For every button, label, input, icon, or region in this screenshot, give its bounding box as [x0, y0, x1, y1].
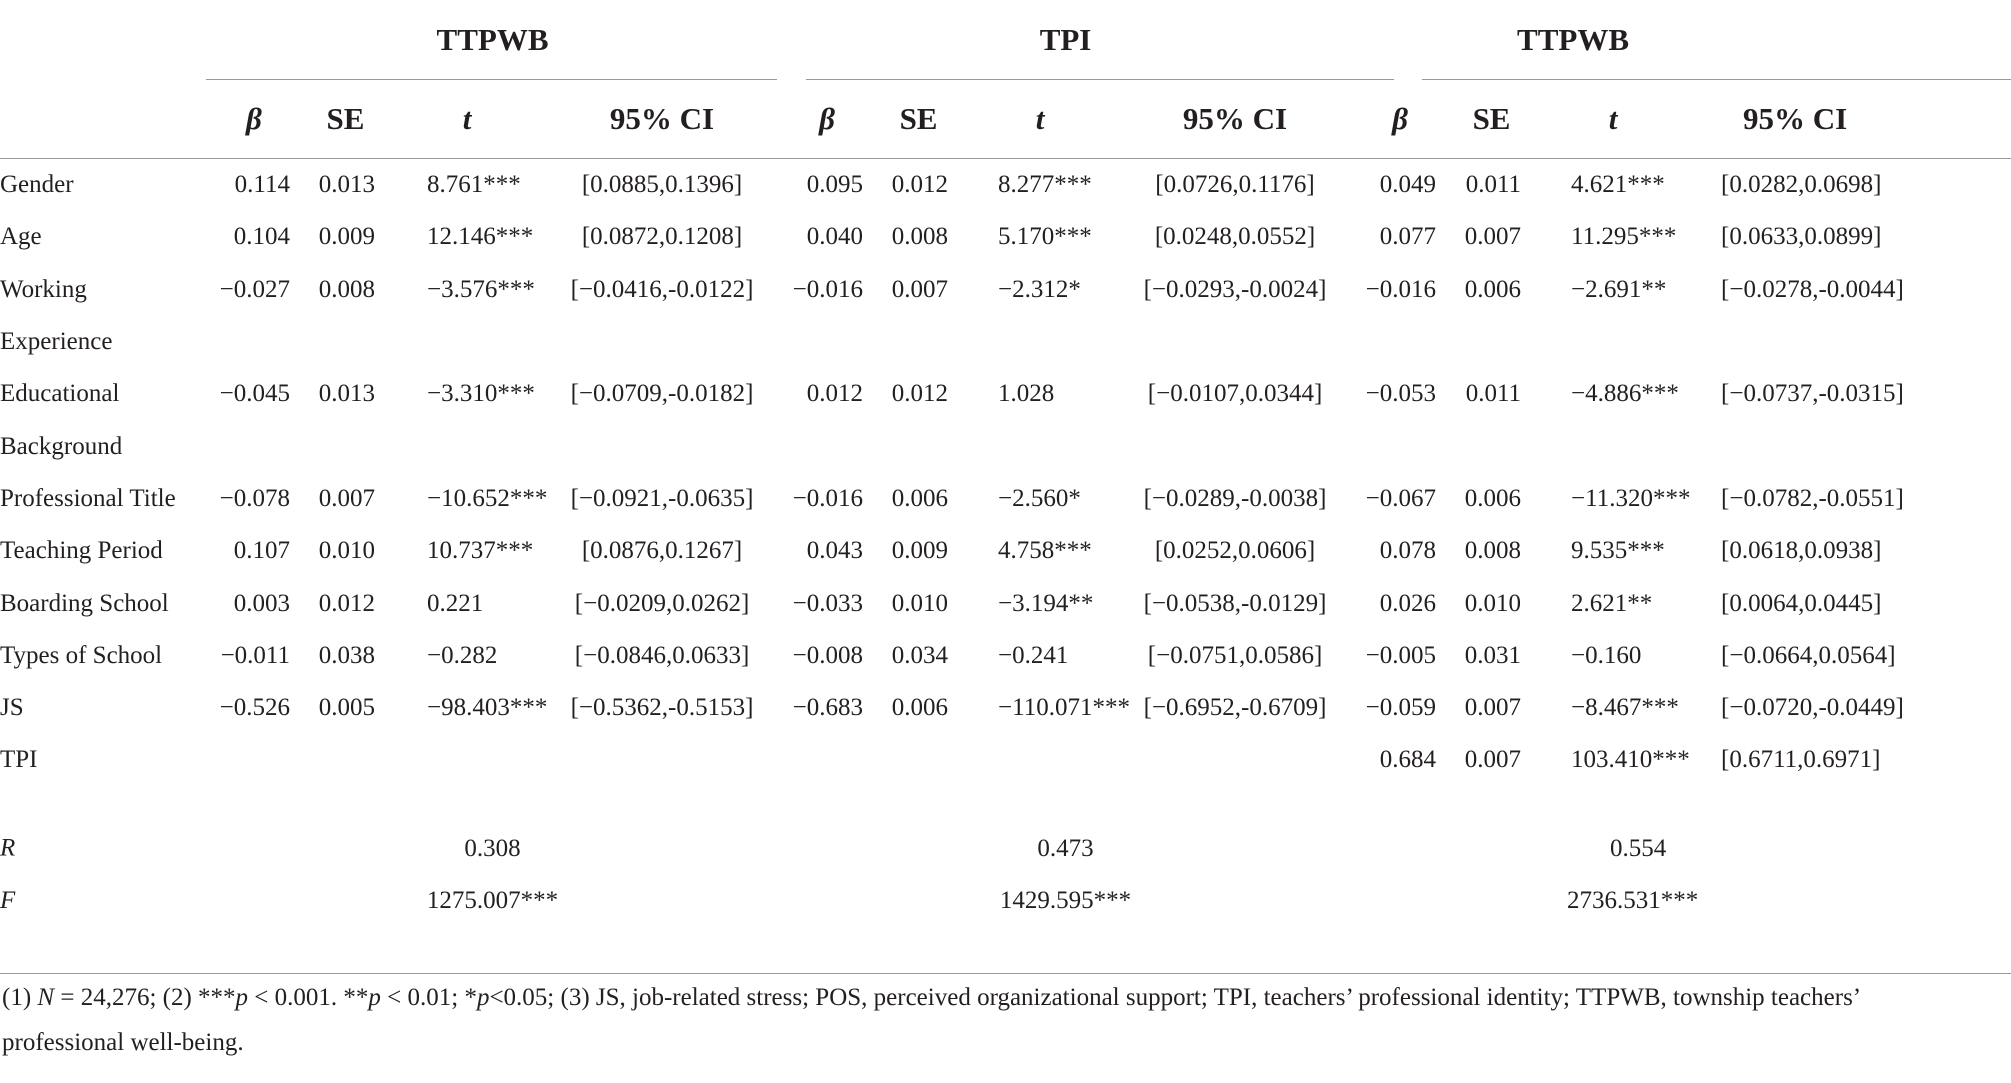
ci-cell: [−0.0720,-0.0449]	[1721, 694, 1904, 722]
se-cell: 0.007	[1464, 223, 1522, 251]
table-row	[0, 577, 2011, 629]
group-rule-1	[206, 79, 777, 80]
t-cell: −0.241	[998, 641, 1069, 669]
ci-cell: [−0.0278,-0.0044]	[1721, 275, 1904, 303]
ci-cell: [−0.0538,-0.0129]	[1143, 589, 1327, 617]
t-cell: 9.535***	[1571, 537, 1665, 565]
ci-cell: [0.0282,0.0698]	[1721, 171, 1882, 199]
row-label: Gender	[0, 171, 74, 199]
t-cell: −0.282	[427, 641, 498, 669]
t-cell	[962, 734, 1118, 786]
row-label-continuation: Experience	[0, 328, 113, 356]
f-statistic-row-value: 2736.531***	[1567, 886, 1699, 914]
beta-cell: 0.077	[1379, 223, 1437, 251]
row-label: Age	[0, 223, 42, 251]
r-squared-row-value: 0.473	[1037, 834, 1094, 862]
t-cell: −3.194**	[998, 589, 1094, 617]
empty-cell	[206, 420, 2011, 472]
beta-cell: 0.012	[806, 380, 864, 408]
t-cell: −3.576***	[427, 275, 535, 303]
ci-cell: [0.0248,0.0552]	[1154, 223, 1316, 251]
se-cell: 0.006	[891, 694, 949, 722]
row-label: Professional Title	[0, 484, 176, 512]
se-cell: 0.008	[1464, 537, 1522, 565]
subheader-row	[0, 80, 2011, 159]
beta-cell: 0.078	[1379, 537, 1437, 565]
se-cell: 0.010	[891, 589, 949, 617]
beta-header: β	[779, 80, 875, 159]
t-cell: 10.737***	[427, 537, 534, 565]
se-cell: 0.012	[318, 589, 375, 617]
t-cell: −2.312*	[998, 275, 1081, 303]
beta-cell: −0.683	[792, 694, 864, 722]
beta-cell: 0.104	[233, 223, 290, 251]
t-cell: 8.277***	[998, 171, 1092, 199]
se-cell: 0.008	[318, 275, 375, 303]
t-header: t	[962, 80, 1118, 159]
table-row	[0, 211, 2011, 263]
se-cell	[875, 734, 962, 786]
ci-cell: [−0.0209,0.0262]	[574, 589, 750, 617]
se-cell: 0.005	[318, 694, 375, 722]
beta-cell: 0.095	[806, 171, 864, 199]
t-header: t	[389, 80, 545, 159]
t-cell: 103.410***	[1571, 746, 1690, 774]
empty-cell	[206, 316, 2011, 368]
group-rule-2	[806, 79, 1394, 80]
se-cell: 0.007	[318, 484, 375, 512]
group-header-1: TTPWB	[436, 22, 549, 57]
beta-cell: 0.003	[233, 589, 290, 617]
ci-cell: [−0.0416,-0.0122]	[570, 275, 754, 303]
beta-cell: 0.049	[1379, 171, 1437, 199]
beta-cell: −0.526	[219, 694, 290, 722]
t-cell: 4.758***	[998, 537, 1092, 565]
table-row	[0, 264, 2011, 316]
ci-cell	[545, 734, 779, 786]
table-row	[0, 525, 2011, 577]
se-cell: 0.031	[1464, 641, 1522, 669]
se-cell: 0.010	[318, 537, 375, 565]
ci-cell: [−0.0751,0.0586]	[1147, 641, 1323, 669]
row-label: Boarding School	[0, 589, 169, 617]
r-squared-row-label: R	[0, 834, 16, 862]
ci-cell: [−0.5362,-0.5153]	[570, 694, 754, 722]
beta-cell: 0.107	[233, 537, 290, 565]
table-row-continuation	[0, 420, 2011, 472]
se-cell: 0.006	[891, 484, 949, 512]
spacer-row	[0, 787, 2011, 823]
t-cell: 2.621**	[1571, 589, 1653, 617]
beta-header: β	[1352, 80, 1448, 159]
table-row	[0, 682, 2011, 734]
t-cell: 12.146***	[427, 223, 534, 251]
t-cell: 11.295***	[1571, 223, 1677, 251]
table-row-continuation	[0, 316, 2011, 368]
beta-cell: −0.053	[1365, 380, 1437, 408]
ci-cell: [0.0876,0.1267]	[581, 537, 743, 565]
ci-cell: [−0.6952,-0.6709]	[1143, 694, 1327, 722]
table-row	[0, 630, 2011, 682]
table-row	[0, 159, 2011, 212]
beta-cell: −0.027	[219, 275, 290, 303]
beta-cell: 0.043	[806, 537, 864, 565]
t-cell: −110.071***	[998, 694, 1130, 722]
table-row	[0, 473, 2011, 525]
se-cell: 0.034	[891, 641, 949, 669]
f-statistic-row-value: 1429.595***	[999, 886, 1132, 914]
t-cell: −2.560*	[998, 484, 1081, 512]
beta-cell: −0.016	[792, 275, 864, 303]
table-body	[0, 159, 2011, 974]
beta-cell: −0.059	[1365, 694, 1437, 722]
se-cell: 0.013	[318, 380, 375, 408]
ci-cell	[1118, 734, 1352, 786]
ci-header: 95% CI	[545, 80, 779, 159]
r-squared-row	[0, 823, 2011, 875]
group-rule-3	[1422, 79, 2011, 80]
spacer-row	[0, 927, 2011, 974]
se-cell: 0.009	[318, 223, 375, 251]
ci-cell: [0.0872,0.1208]	[581, 223, 743, 251]
table-footnote: (1) N = 24,276; (2) ***p < 0.001. **p < 0.01; *p<0.05; (3) JS, job-related stress; POS, perceived organizational support; TPI, teachers’ professional identity; TTPWB, township teachers’ professional well-being.	[2, 984, 1862, 1056]
t-cell: −11.320***	[1571, 484, 1691, 512]
group-header-2: TPI	[1039, 22, 1092, 57]
ci-cell: [0.0064,0.0445]	[1721, 589, 1882, 617]
se-cell: 0.012	[891, 171, 949, 199]
ci-cell: [−0.0921,-0.0635]	[570, 484, 754, 512]
ci-header: 95% CI	[1691, 80, 2011, 159]
table-row	[0, 368, 2011, 420]
se-header: SE	[1448, 80, 1535, 159]
beta-cell: −0.033	[792, 589, 864, 617]
ci-cell: [0.0618,0.0938]	[1721, 537, 1882, 565]
ci-cell: [−0.0664,0.0564]	[1721, 641, 1896, 669]
t-cell: −2.691**	[1571, 275, 1667, 303]
t-cell: −4.886***	[1571, 380, 1679, 408]
f-statistic-row-label: F	[0, 886, 16, 914]
t-cell: 0.221	[427, 589, 484, 617]
row-label: Teaching Period	[0, 537, 163, 565]
beta-cell: −0.078	[219, 484, 290, 512]
t-cell: 4.621***	[1571, 171, 1665, 199]
se-cell: 0.038	[318, 641, 375, 669]
t-cell: 1.028	[998, 380, 1055, 408]
t-cell: −10.652***	[427, 484, 548, 512]
beta-cell: −0.016	[1365, 275, 1437, 303]
se-cell: 0.006	[1464, 484, 1522, 512]
row-label: Educational	[0, 380, 120, 408]
ci-cell: [−0.0846,0.0633]	[574, 641, 750, 669]
t-cell: −8.467***	[1571, 694, 1679, 722]
beta-cell	[206, 734, 302, 786]
ci-header: 95% CI	[1118, 80, 1352, 159]
se-cell: 0.007	[1464, 694, 1522, 722]
ci-cell: [0.0726,0.1176]	[1155, 171, 1315, 199]
beta-cell: −0.016	[792, 484, 864, 512]
ci-cell: [−0.0107,0.0344]	[1147, 380, 1323, 408]
se-cell: 0.008	[891, 223, 949, 251]
beta-header: β	[206, 80, 302, 159]
row-label-continuation: Background	[0, 432, 123, 460]
beta-cell: 0.684	[1379, 746, 1437, 774]
ci-cell: [−0.0737,-0.0315]	[1721, 380, 1904, 408]
ci-cell: [0.0633,0.0899]	[1721, 223, 1882, 251]
ci-cell: [−0.0782,-0.0551]	[1721, 484, 1904, 512]
ci-cell: [−0.0709,-0.0182]	[570, 380, 754, 408]
se-cell: 0.012	[891, 380, 949, 408]
se-cell	[302, 734, 389, 786]
row-label: TPI	[0, 746, 38, 774]
beta-cell: 0.114	[234, 171, 290, 199]
beta-cell: −0.045	[219, 380, 290, 408]
t-header: t	[1535, 80, 1691, 159]
beta-cell: −0.005	[1365, 641, 1437, 669]
group-header-3: TTPWB	[1517, 22, 1629, 57]
t-cell	[389, 734, 545, 786]
se-cell: 0.006	[1464, 275, 1522, 303]
beta-cell	[779, 734, 875, 786]
table-row	[0, 734, 2011, 786]
ci-cell: [0.0885,0.1396]	[581, 171, 743, 199]
r-squared-row-value: 0.308	[464, 834, 521, 862]
t-cell: −0.160	[1571, 641, 1642, 669]
beta-cell: 0.040	[806, 223, 864, 251]
se-cell: 0.011	[1465, 380, 1522, 408]
t-cell: −98.403***	[427, 694, 548, 722]
ci-cell: [−0.0293,-0.0024]	[1143, 275, 1327, 303]
ci-cell: [0.6711,0.6971]	[1721, 746, 1881, 774]
t-cell: 8.761***	[427, 171, 521, 199]
se-cell: 0.007	[891, 275, 949, 303]
f-statistic-row	[0, 875, 2011, 927]
beta-cell: −0.008	[792, 641, 864, 669]
se-cell: 0.013	[318, 171, 375, 199]
beta-cell: −0.067	[1365, 484, 1437, 512]
t-cell: 5.170***	[998, 223, 1092, 251]
se-header: SE	[875, 80, 962, 159]
beta-cell: −0.011	[220, 641, 290, 669]
group-header-row	[0, 0, 2011, 80]
se-cell: 0.007	[1464, 746, 1522, 774]
f-statistic-row-value: 1275.007***	[426, 886, 559, 914]
se-cell: 0.010	[1464, 589, 1522, 617]
row-label: Working	[0, 275, 87, 303]
se-cell: 0.011	[1465, 171, 1522, 199]
row-label: Types of School	[0, 641, 163, 669]
row-label: JS	[0, 694, 24, 722]
se-header: SE	[302, 80, 389, 159]
se-cell: 0.009	[891, 537, 949, 565]
ci-cell: [0.0252,0.0606]	[1154, 537, 1316, 565]
r-squared-row-value: 0.554	[1610, 834, 1667, 862]
beta-cell: 0.026	[1379, 589, 1437, 617]
t-cell: −3.310***	[427, 380, 535, 408]
ci-cell: [−0.0289,-0.0038]	[1143, 484, 1327, 512]
